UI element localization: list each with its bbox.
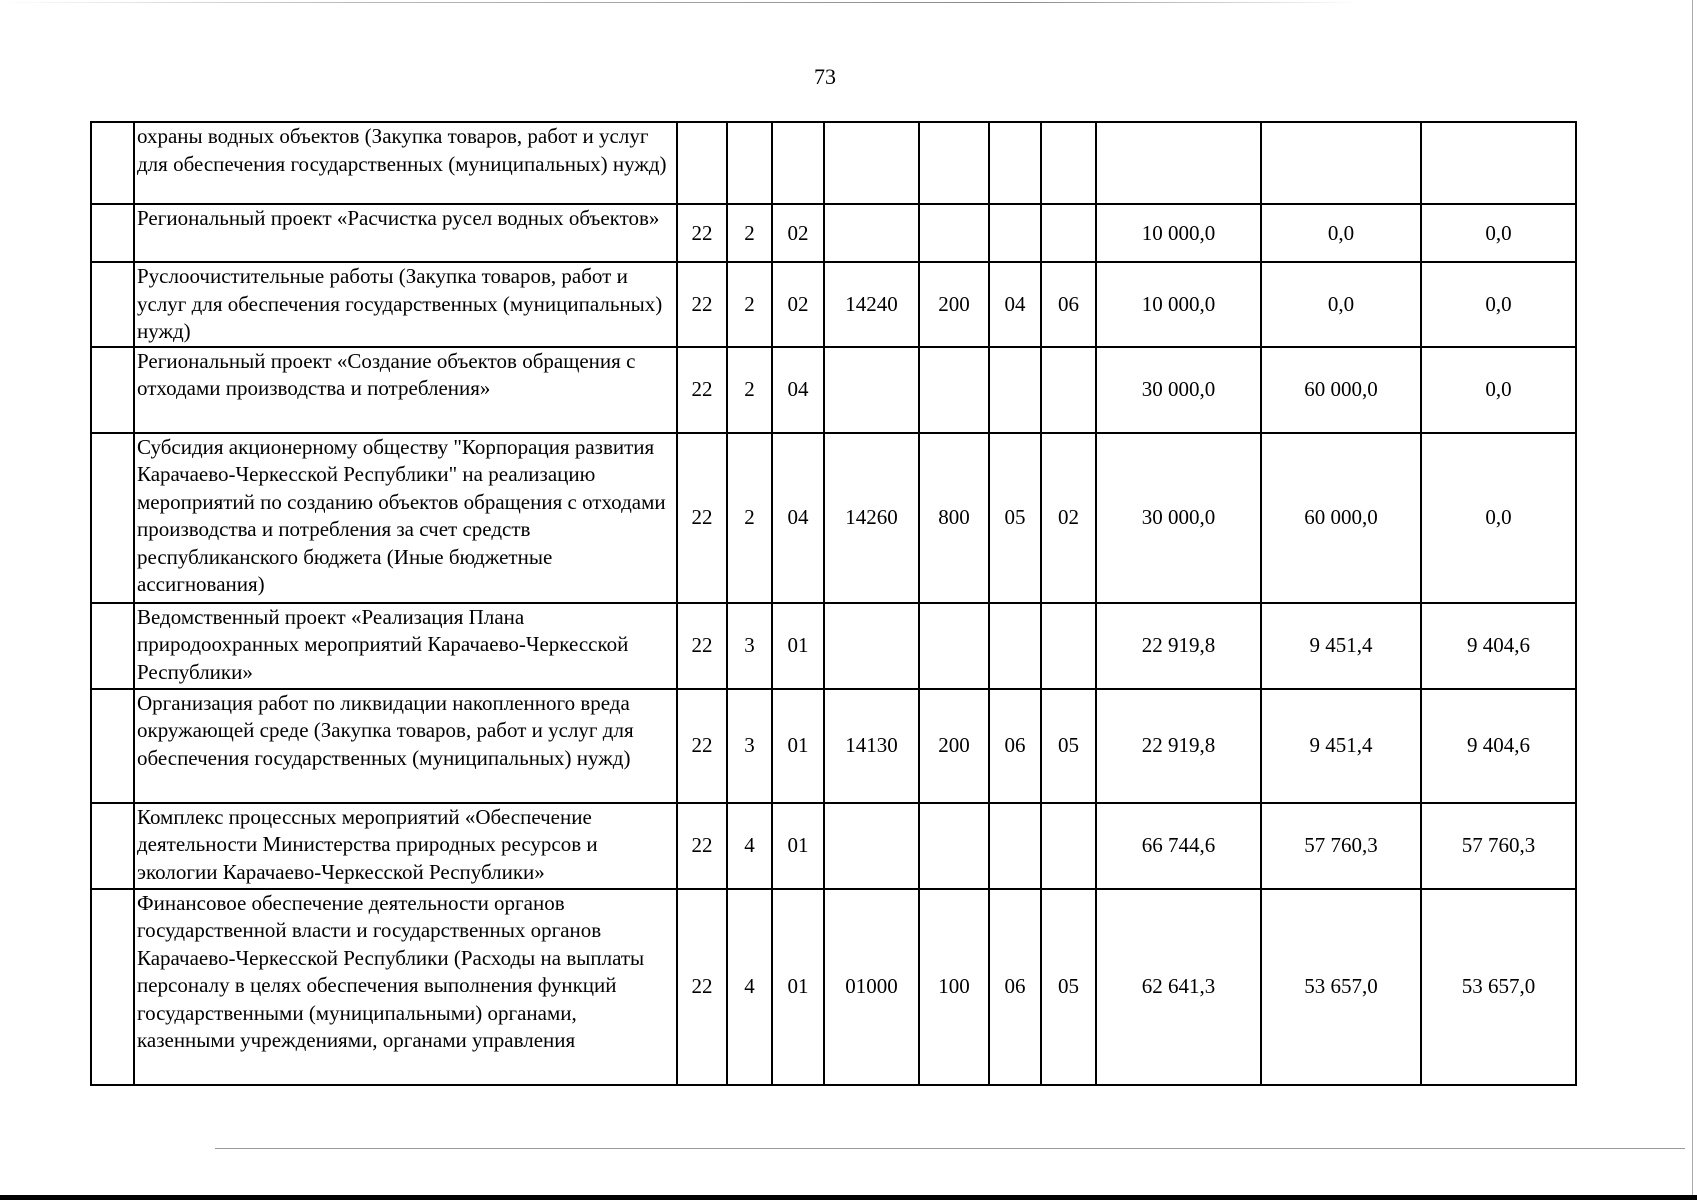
code-direction <box>824 122 919 204</box>
amount-year-1: 66 744,6 <box>1096 803 1261 889</box>
code-gp: 22 <box>677 689 727 803</box>
subsection <box>1041 122 1096 204</box>
budget-table <box>90 121 1577 1086</box>
row-number-cell <box>91 433 134 603</box>
code-type <box>727 122 772 204</box>
amount-year-3: 0,0 <box>1421 347 1576 433</box>
amount-year-2: 0,0 <box>1261 262 1421 347</box>
subsection <box>1041 803 1096 889</box>
subsection <box>1041 204 1096 262</box>
code-gp: 22 <box>677 889 727 1085</box>
row-description: охраны водных объектов (Закупка товаров, работ и услуг для обеспечения государственных (муниципальных) нужд) <box>134 122 677 204</box>
code-type: 2 <box>727 347 772 433</box>
amount-year-3: 0,0 <box>1421 262 1576 347</box>
amount-year-1: 30 000,0 <box>1096 433 1261 603</box>
row-number-cell <box>91 689 134 803</box>
row-number-cell <box>91 122 134 204</box>
amount-year-3: 57 760,3 <box>1421 803 1576 889</box>
code-project: 04 <box>772 433 824 603</box>
section <box>989 603 1041 689</box>
row-number-cell <box>91 262 134 347</box>
code-direction <box>824 347 919 433</box>
code-project <box>772 122 824 204</box>
code-gp: 22 <box>677 204 727 262</box>
amount-year-2: 9 451,4 <box>1261 689 1421 803</box>
expense-type: 800 <box>919 433 989 603</box>
row-description: Финансовое обеспечение деятельности органов государственной власти и государственных органов Карачаево-Черкесской Республики (Расходы на выплаты персоналу в целях обеспечения выполнения функций государственными (муниципальными) органами, казенными учреждениями, органами управления <box>134 889 677 1085</box>
code-gp: 22 <box>677 262 727 347</box>
expense-type: 100 <box>919 889 989 1085</box>
code-direction: 01000 <box>824 889 919 1085</box>
amount-year-2: 9 451,4 <box>1261 603 1421 689</box>
amount-year-1: 62 641,3 <box>1096 889 1261 1085</box>
code-gp: 22 <box>677 603 727 689</box>
row-description: Организация работ по ликвидации накопленного вреда окружающей среде (Закупка товаров, работ и услуг для обеспечения государственных (муниципальных) нужд) <box>134 689 677 803</box>
row-description: Ведомственный проект «Реализация Плана природоохранных мероприятий Карачаево-Черкесской Республики» <box>134 603 677 689</box>
section: 05 <box>989 433 1041 603</box>
code-direction <box>824 603 919 689</box>
row-number-cell <box>91 889 134 1085</box>
expense-type <box>919 122 989 204</box>
code-type: 2 <box>727 262 772 347</box>
scan-artifact-bottom-bar <box>0 1195 1697 1200</box>
row-number-cell <box>91 803 134 889</box>
section: 04 <box>989 262 1041 347</box>
table-row <box>91 347 1576 433</box>
amount-year-1: 10 000,0 <box>1096 262 1261 347</box>
section: 06 <box>989 689 1041 803</box>
section: 06 <box>989 889 1041 1085</box>
row-description: Субсидия акционерному обществу "Корпорация развития Карачаево-Черкесской Республики" на реализацию мероприятий по созданию объектов обращения с отходами производства и потребления за счет средств республиканского бюджета (Иные бюджетные ассигнования) <box>134 433 677 603</box>
table-row <box>91 803 1576 889</box>
amount-year-1: 22 919,8 <box>1096 603 1261 689</box>
code-project: 01 <box>772 603 824 689</box>
section <box>989 803 1041 889</box>
expense-type <box>919 204 989 262</box>
amount-year-1: 30 000,0 <box>1096 347 1261 433</box>
code-direction <box>824 803 919 889</box>
code-type: 2 <box>727 433 772 603</box>
amount-year-3: 9 404,6 <box>1421 603 1576 689</box>
amount-year-3: 9 404,6 <box>1421 689 1576 803</box>
amount-year-2: 53 657,0 <box>1261 889 1421 1085</box>
scan-artifact-bottom-line <box>215 1148 1685 1149</box>
code-direction: 14130 <box>824 689 919 803</box>
amount-year-3: 0,0 <box>1421 433 1576 603</box>
amount-year-3: 0,0 <box>1421 204 1576 262</box>
section <box>989 204 1041 262</box>
code-gp: 22 <box>677 347 727 433</box>
code-direction: 14260 <box>824 433 919 603</box>
section <box>989 122 1041 204</box>
amount-year-1: 10 000,0 <box>1096 204 1261 262</box>
table-row <box>91 262 1576 347</box>
row-number-cell <box>91 603 134 689</box>
expense-type: 200 <box>919 262 989 347</box>
amount-year-2 <box>1261 122 1421 204</box>
amount-year-2: 0,0 <box>1261 204 1421 262</box>
code-type: 4 <box>727 889 772 1085</box>
code-type: 4 <box>727 803 772 889</box>
expense-type <box>919 347 989 433</box>
table-row <box>91 204 1576 262</box>
row-number-cell <box>91 204 134 262</box>
code-project: 04 <box>772 347 824 433</box>
table-row <box>91 689 1576 803</box>
code-type: 2 <box>727 204 772 262</box>
code-project: 01 <box>772 689 824 803</box>
code-direction <box>824 204 919 262</box>
subsection <box>1041 347 1096 433</box>
row-description: Руслоочистительные работы (Закупка товаров, работ и услуг для обеспечения государственных (муниципальных) нужд) <box>134 262 677 347</box>
section <box>989 347 1041 433</box>
scan-artifact-top <box>0 2 1697 3</box>
code-project: 02 <box>772 204 824 262</box>
table-row <box>91 889 1576 1085</box>
code-project: 01 <box>772 803 824 889</box>
code-gp <box>677 122 727 204</box>
code-type: 3 <box>727 689 772 803</box>
code-gp: 22 <box>677 433 727 603</box>
expense-type: 200 <box>919 689 989 803</box>
amount-year-3: 53 657,0 <box>1421 889 1576 1085</box>
amount-year-2: 60 000,0 <box>1261 433 1421 603</box>
code-direction: 14240 <box>824 262 919 347</box>
subsection <box>1041 603 1096 689</box>
code-project: 02 <box>772 262 824 347</box>
subsection: 06 <box>1041 262 1096 347</box>
amount-year-2: 60 000,0 <box>1261 347 1421 433</box>
subsection: 02 <box>1041 433 1096 603</box>
page-number: 73 <box>814 64 836 89</box>
amount-year-1: 22 919,8 <box>1096 689 1261 803</box>
code-type: 3 <box>727 603 772 689</box>
code-project: 01 <box>772 889 824 1085</box>
amount-year-2: 57 760,3 <box>1261 803 1421 889</box>
table-row <box>91 433 1576 603</box>
table-row <box>91 122 1576 204</box>
row-description: Региональный проект «Создание объектов обращения с отходами производства и потребления» <box>134 347 677 433</box>
expense-type <box>919 803 989 889</box>
amount-year-3 <box>1421 122 1576 204</box>
table-row <box>91 603 1576 689</box>
code-gp: 22 <box>677 803 727 889</box>
scan-artifact-right-edge <box>1692 0 1693 1200</box>
expense-type <box>919 603 989 689</box>
row-number-cell <box>91 347 134 433</box>
amount-year-1 <box>1096 122 1261 204</box>
subsection: 05 <box>1041 889 1096 1085</box>
row-description: Региональный проект «Расчистка русел водных объектов» <box>134 204 677 262</box>
subsection: 05 <box>1041 689 1096 803</box>
row-description: Комплекс процессных мероприятий «Обеспечение деятельности Министерства природных ресурсов и экологии Карачаево-Черкесской Республики» <box>134 803 677 889</box>
